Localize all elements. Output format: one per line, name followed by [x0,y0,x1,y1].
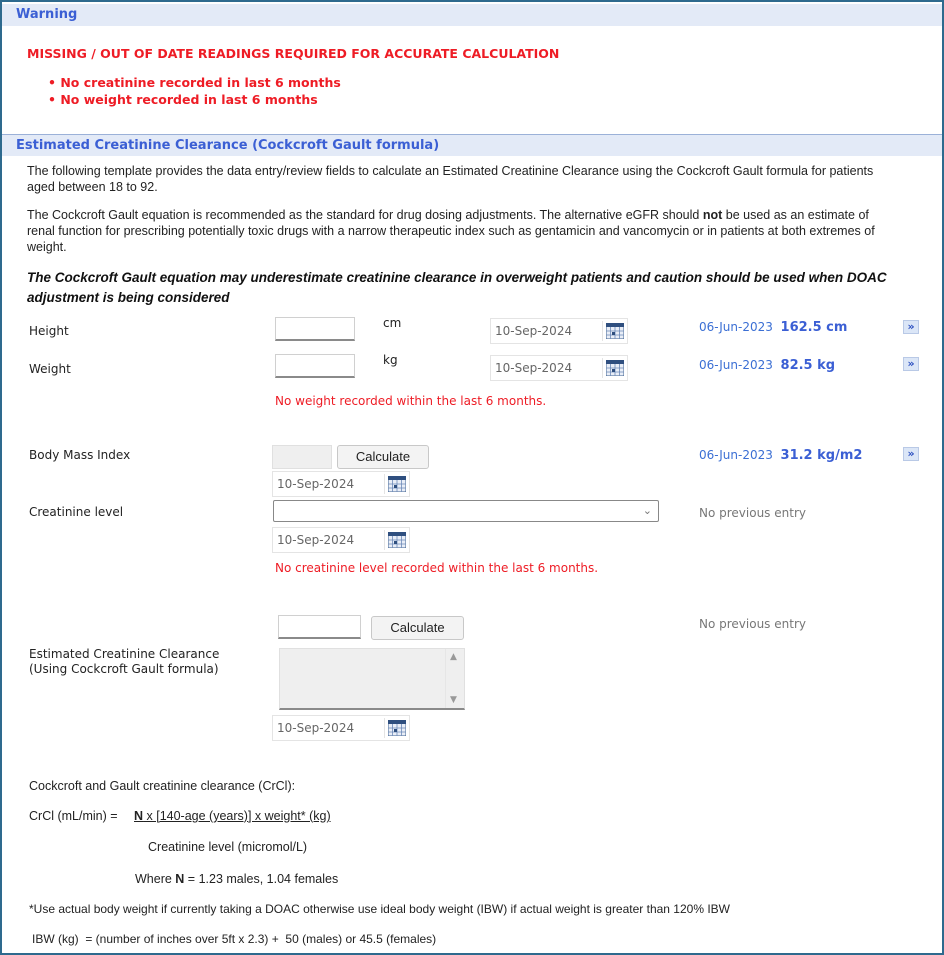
recommendation-line: weight. [27,240,67,254]
weight-date-value: 10-Sep-2024 [495,361,573,375]
height-previous [699,320,847,335]
intro-paragraph [27,163,937,195]
text: be used as an estimate of [722,208,869,222]
height-date-field[interactable] [490,318,628,344]
warning-header: Warning [2,4,942,26]
ibw-formula: IBW (kg) = (number of inches over 5ft x 2.3) + 50 (males) or 45.5 (females) [32,932,437,946]
height-prev-value: 162.5 cm [780,320,848,335]
bmi-previous [699,448,862,463]
ecc-date-field[interactable] [272,715,410,741]
n-symbol: N [175,872,185,886]
ecc-label-line: (Using Cockcroft Gault formula) [29,662,219,676]
warning-item: • No creatinine recorded in last 6 months [48,75,341,90]
weight-input[interactable] [275,354,355,378]
intro-line: The following template provides the data entry/review fields to calculate an Estimated Creatinine Clearance using the Cockcroft Gault formula for patients [27,164,874,178]
caution-line: adjustment is being considered [27,290,230,305]
recommendation-line [27,207,942,223]
formula-numerator [134,809,331,823]
ecc-input[interactable] [278,615,361,639]
weight-history-button[interactable] [903,357,919,371]
height-unit: cm [383,316,402,330]
creatinine-error: No creatinine level recorded within the last 6 months. [275,561,599,575]
text: Where [135,872,176,886]
creatinine-select[interactable] [273,500,659,522]
warning-item: • No weight recorded in last 6 months [48,92,318,107]
double-chevron-right-icon: » [907,320,915,333]
weight-error: No weight recorded within the last 6 months. [275,394,547,408]
bmi-label: Body Mass Index [29,448,131,462]
weight-previous [699,358,835,373]
emphasis-text: not [702,208,723,222]
bmi-date-value: 10-Sep-2024 [277,477,355,491]
formula-lhs: CrCl (mL/min) = [29,809,118,823]
weight-unit: kg [383,353,398,367]
weight-prev-value: 82.5 kg [780,358,836,373]
warning-item-text: No creatinine recorded in last 6 months [60,75,341,90]
n-symbol: N [134,809,144,823]
calendar-icon[interactable] [388,720,406,736]
height-date-value: 10-Sep-2024 [495,324,573,338]
height-history-button[interactable] [903,320,919,334]
numerator-text: x [140-age (years)] x weight* (kg) [143,809,331,823]
ecc-calculate-button[interactable]: Calculate [371,616,464,640]
double-chevron-right-icon: » [907,447,915,460]
formula-where [135,872,338,886]
calendar-icon[interactable] [606,360,624,376]
caution-paragraph [27,268,942,308]
warning-item-text: No weight recorded in last 6 months [60,92,318,107]
ecc-previous: No previous entry [699,617,806,631]
formula-footnote: *Use actual body weight if currently taking a DOAC otherwise use ideal body weight (IBW) if actual weight is greater than 120% IBW [29,902,730,916]
bmi-prev-value: 31.2 kg/m2 [780,448,863,463]
scroll-up-icon[interactable]: ▲ [450,652,457,662]
intro-line: aged between 18 to 92. [27,180,158,194]
crcl-header: Estimated Creatinine Clearance (Cockcroft Gault formula) [2,134,942,156]
double-chevron-right-icon: » [907,357,915,370]
chevron-down-icon: ⌄ [642,504,652,517]
calendar-icon[interactable] [606,323,624,339]
ecc-label-line: Estimated Creatinine Clearance [29,647,220,661]
bmi-date-field[interactable] [272,471,410,497]
height-input[interactable] [275,317,355,341]
ecc-label [29,647,219,677]
bmi-prev-date: 06-Jun-2023 [699,448,773,462]
formula-denominator: Creatinine level (micromol/L) [148,840,308,854]
text: = 1.23 males, 1.04 females [184,872,339,886]
creatinine-label: Creatinine level [29,505,124,519]
creatinine-previous: No previous entry [699,506,806,520]
calendar-icon[interactable] [388,476,406,492]
bmi-history-button[interactable] [903,447,919,461]
formula-title: Cockcroft and Gault creatinine clearance (CrCl): [29,779,296,793]
weight-label: Weight [29,362,71,376]
recommendation-paragraph [27,207,942,255]
caution-line: The Cockcroft Gault equation may underestimate creatinine clearance in overweight patients and caution should be used when DOAC [27,270,887,285]
calendar-icon[interactable] [388,532,406,548]
recommendation-line: renal function for prescribing potentially toxic drugs with a narrow therapeutic index such as gentamicin and vancomycin or in patients at both extremes of [27,224,875,238]
scroll-down-icon[interactable]: ▼ [450,695,457,705]
ecc-date-value: 10-Sep-2024 [277,721,355,735]
text: The Cockcroft Gault equation is recommended as the standard for drug dosing adjustments. The alternative eGFR should [27,208,703,222]
warning-title: MISSING / OUT OF DATE READINGS REQUIRED FOR ACCURATE CALCULATION [27,46,560,61]
bmi-input[interactable] [272,445,332,469]
bmi-calculate-button[interactable]: Calculate [337,445,429,469]
ecc-notes-textarea[interactable] [279,648,465,710]
height-label: Height [29,324,69,338]
creatinine-date-field[interactable] [272,527,410,553]
weight-date-field[interactable] [490,355,628,381]
scrollbar[interactable] [445,649,464,708]
weight-prev-date: 06-Jun-2023 [699,358,773,372]
creatinine-date-value: 10-Sep-2024 [277,533,355,547]
height-prev-date: 06-Jun-2023 [699,320,773,334]
